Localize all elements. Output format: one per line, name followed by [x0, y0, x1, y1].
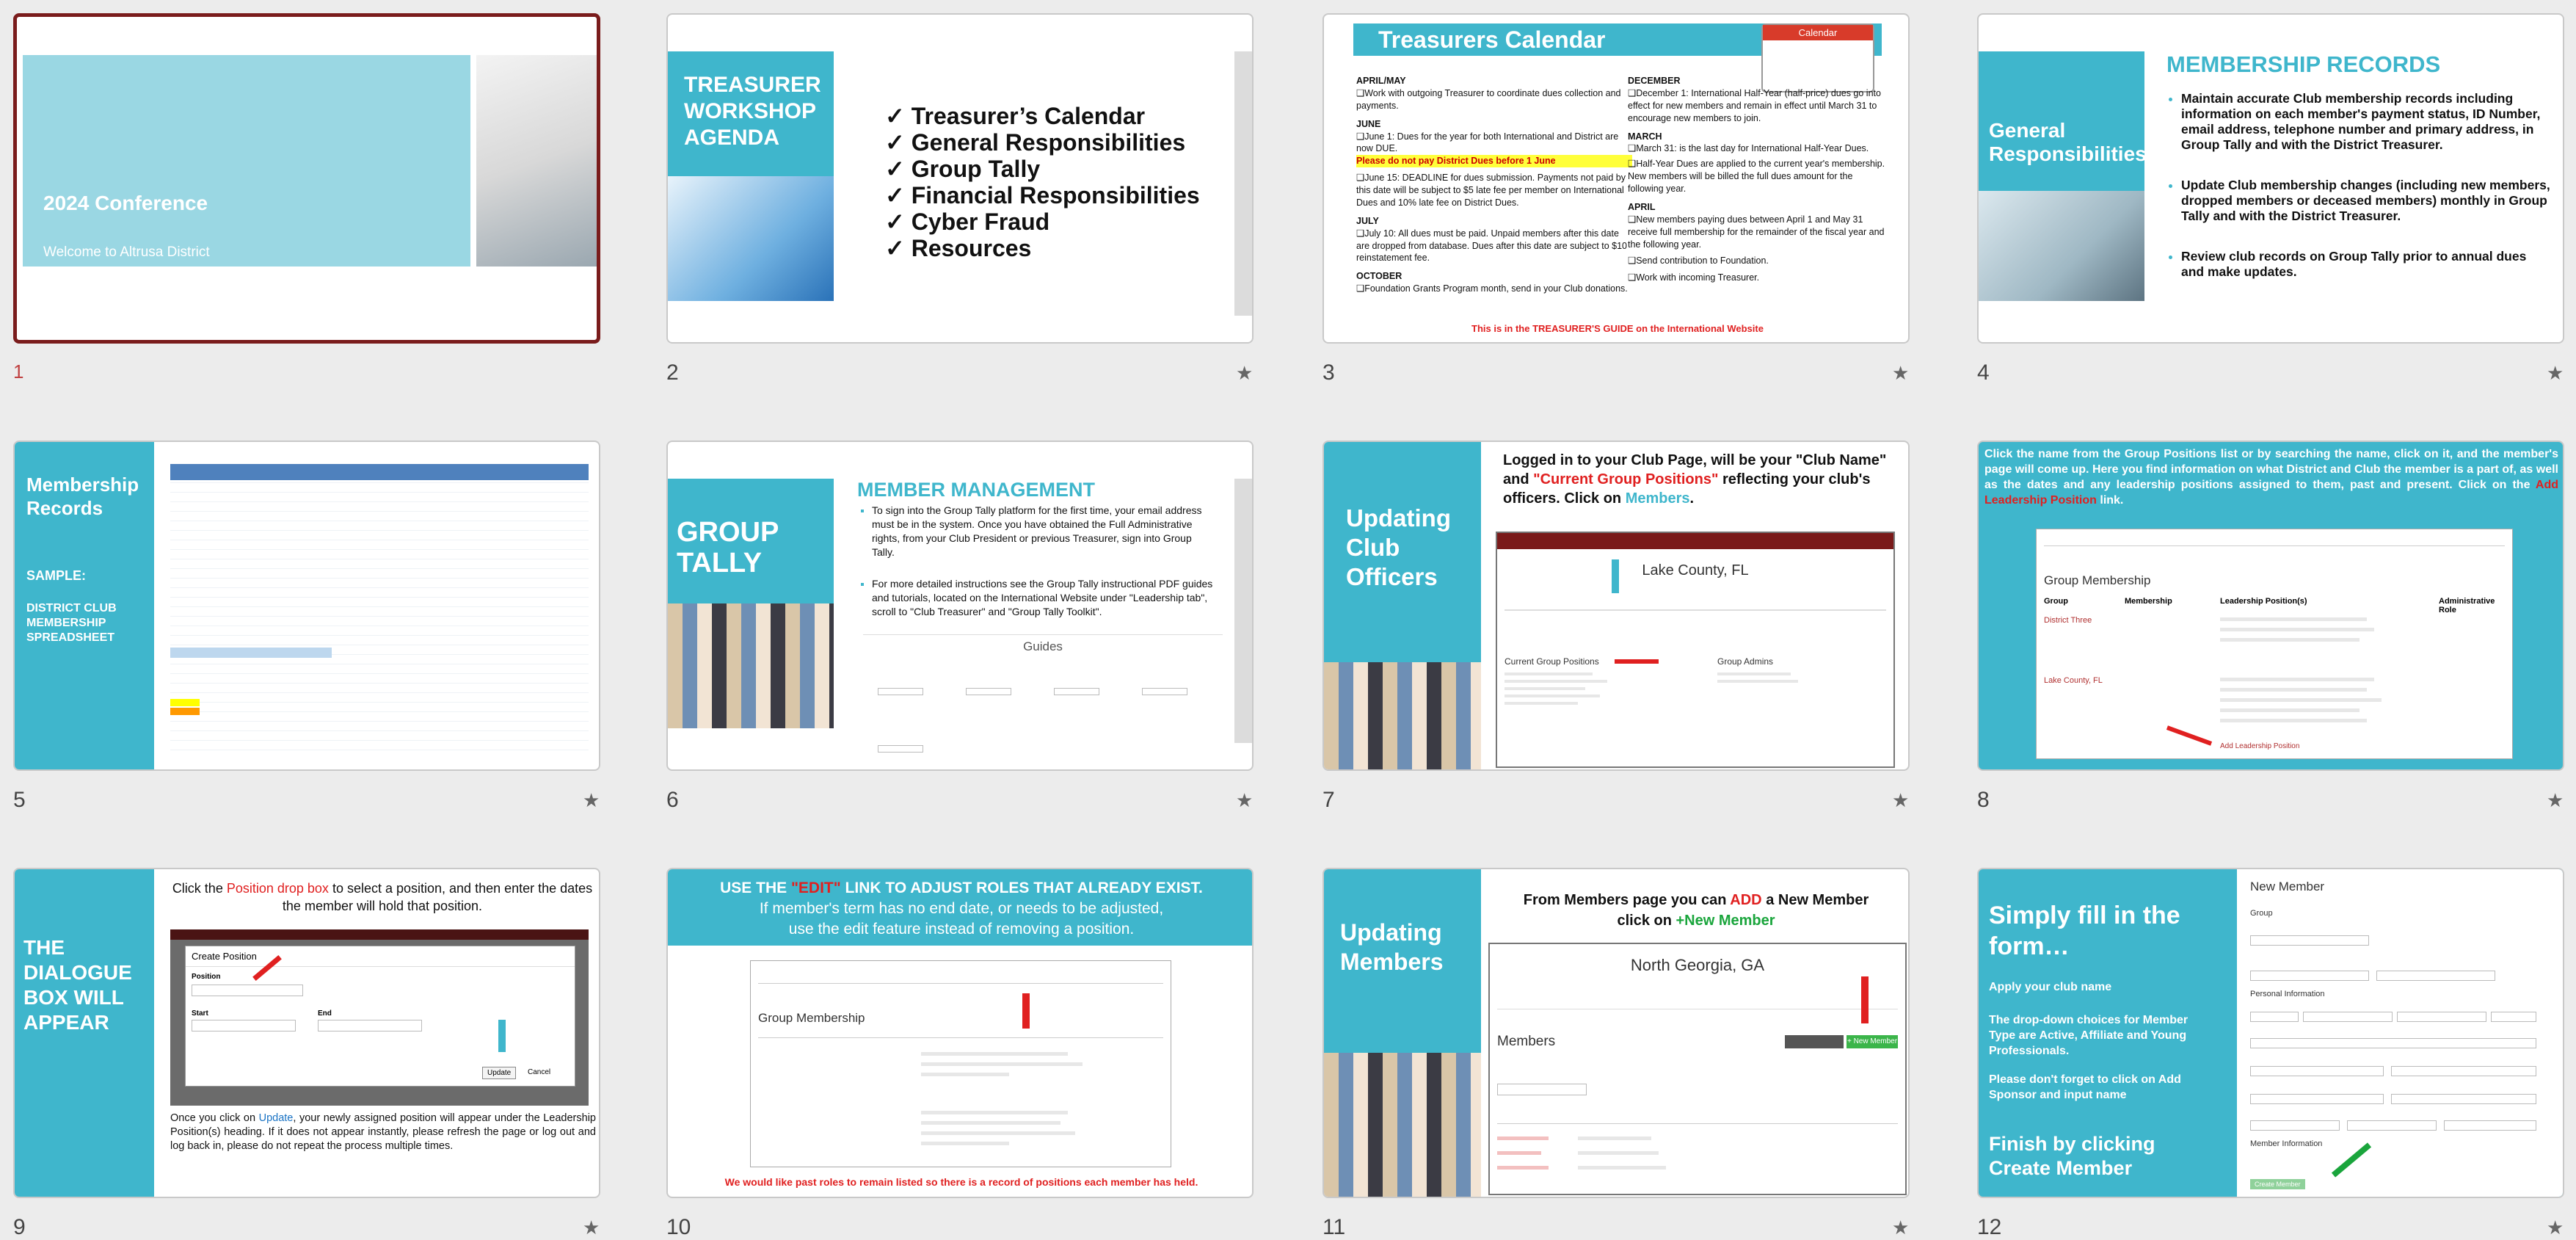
end-field-label: End: [318, 1009, 332, 1018]
slide-11-canvas: [1322, 868, 1910, 1198]
member-page-screenshot: [2036, 529, 2513, 759]
animation-star-icon: ★: [1236, 362, 1254, 384]
calendar-item: ❑Work with incoming Treasurer.: [1628, 272, 1760, 283]
calendar-footer: This is in the TREASURER'S GUIDE on the International Website: [1471, 323, 1764, 334]
slide-2-canvas: [666, 13, 1254, 344]
current-positions-heading: Current Group Positions: [1505, 656, 1599, 667]
group-membership-heading: Group Membership: [758, 1011, 865, 1025]
calendar-item: ❑July 10: All dues must be paid. Unpaid members after this date are dropped from database. Dues after this date are subject to $10 reinstatement fee.: [1356, 228, 1627, 264]
animation-star-icon: ★: [1236, 789, 1254, 811]
position-field-label: Position: [192, 973, 221, 981]
side-title-band: [668, 479, 834, 603]
dialog-instructions: [170, 880, 594, 915]
agenda-list: [885, 103, 1200, 261]
group-photo: [1324, 662, 1481, 771]
group-membership-heading: Group Membership: [2044, 573, 2151, 587]
start-field-label: Start: [192, 1009, 208, 1018]
instruction-text: click on: [1617, 913, 1676, 929]
instruction-text: link.: [2096, 494, 2124, 507]
postal-code-input[interactable]: [2347, 1120, 2437, 1131]
slide-3-canvas: [1322, 13, 1910, 344]
slide-number-6: 6: [666, 788, 679, 812]
row-group-district[interactable]: District Three: [2044, 616, 2092, 625]
instruction-text: Click the: [172, 881, 227, 896]
animation-star-icon: ★: [1892, 1217, 1910, 1239]
edit-heading-line-1: [668, 878, 1254, 899]
last-name-input[interactable]: [2397, 1012, 2486, 1022]
calendar-left-column: [1356, 75, 1632, 295]
personal-info-label: Personal Information: [2250, 990, 2325, 998]
update-link-text: Update: [258, 1112, 294, 1124]
instruction-member-type: The drop-down choices for Member Type are Active, Affiliate and Young Professionals.: [1989, 1014, 2188, 1057]
welcome-label: Welcome to Altrusa District: [43, 244, 210, 260]
conference-label: 2024 Conference: [43, 192, 208, 214]
instruction-text: Click the name from the Group Positions list or by searching the name, click on it, and the member's page will come up. Here you find information on what District and Club the member is a part of, as well as the dates and any leadership positions assigned to them, past and present. Click on the: [1984, 448, 2558, 491]
slide-1-canvas: [13, 13, 600, 344]
edit-heading-line-3: use the edit feature instead of removing a position.: [788, 921, 1135, 938]
slide-8-canvas: [1977, 440, 2564, 771]
title-band: [23, 55, 470, 267]
slide-5-canvas: [13, 440, 600, 771]
slide-6-canvas: [666, 440, 1254, 771]
slide-number-11: 11: [1322, 1215, 1346, 1239]
side-scroll-strip: [1234, 51, 1254, 316]
start-date-input[interactable]: [2376, 971, 2495, 981]
instruction-text: , your newly assigned position will appear under the Leadership Position(s) heading. If it does not appear instantly, please refresh the page or log out and log back in, please do not repeat the process multiple times.: [170, 1112, 596, 1152]
month-april-may: APRIL/MAY: [1356, 76, 1406, 86]
edit-heading-band: [668, 869, 1254, 946]
position-select[interactable]: [192, 985, 303, 996]
side-title-band: [1324, 442, 1481, 662]
new-member-text: +New Member: [1676, 913, 1775, 929]
side-title-band: [15, 869, 154, 1198]
instructions-list: [857, 504, 1217, 619]
agenda-item-5: ✓ Cyber Fraud: [885, 209, 1050, 235]
highlight-note: Please do not pay District Dues before 1 June: [1356, 155, 1632, 167]
heading-text: LINK TO ADJUST ROLES THAT ALREADY EXIST.: [840, 880, 1203, 896]
side-scroll-strip: [1234, 479, 1254, 743]
preferred-name-input[interactable]: [2250, 1038, 2536, 1048]
animation-star-icon: ★: [1892, 789, 1910, 811]
bar-chart-photo: [668, 176, 834, 301]
animation-star-icon: ★: [2547, 1217, 2564, 1239]
instruction-text: to select a position, and then enter the dates the member will hold that position.: [282, 881, 593, 913]
agenda-item-2: ✓ General Responsibilities: [885, 129, 1186, 156]
member-type-select[interactable]: [2250, 971, 2369, 981]
slide-number-1: 1: [13, 360, 24, 382]
side-title-band: [15, 442, 154, 771]
club-page-screenshot: [1496, 532, 1895, 768]
instruction-text: .: [1689, 490, 1695, 507]
members-page-screenshot: [1488, 943, 1907, 1195]
office-woman-photo: [476, 55, 598, 267]
address-input[interactable]: [2250, 1094, 2384, 1104]
phone-input[interactable]: [2391, 1066, 2536, 1076]
agenda-title-band: [668, 51, 834, 176]
state-input[interactable]: [2250, 1120, 2340, 1131]
month-october: OCTOBER: [1356, 271, 1402, 282]
slide-number-4: 4: [1977, 360, 1990, 385]
animation-star-icon: ★: [583, 1217, 600, 1239]
calendar-item: ❑March 31: is the last day for International Half-Year Dues.: [1628, 143, 1869, 154]
slide-number-12: 12: [1977, 1215, 2002, 1239]
month-july: JULY: [1356, 215, 1379, 226]
row-group-club[interactable]: Lake County, FL: [2044, 676, 2103, 685]
animation-star-icon: ★: [2547, 789, 2564, 811]
agenda-item-1: ✓ Treasurer’s Calendar: [885, 103, 1146, 129]
side-title: GROUP TALLY: [677, 517, 779, 579]
calendar-item: ❑Send contribution to Foundation.: [1628, 255, 1769, 267]
slide-7-canvas: [1322, 440, 1910, 771]
add-member-instructions: [1481, 890, 1910, 931]
sample-label: SAMPLE:: [26, 568, 86, 583]
finish-instruction: Finish by clicking Create Member: [1989, 1133, 2155, 1179]
side-title: Membership Records: [26, 474, 139, 519]
slide-number-9: 9: [13, 1215, 26, 1239]
club-page-instructions: [1503, 451, 1892, 508]
instruction-text: reflecting your club's officers. Click on: [1503, 471, 1871, 507]
members-heading: Members: [1497, 1034, 1556, 1049]
instruction-club-name: Apply your club name: [1989, 981, 2112, 993]
down-arrow-icon: [1612, 559, 1619, 593]
calendar-item: ❑Work with outgoing Treasurer to coordinate dues collection and payments.: [1356, 87, 1621, 111]
country-input[interactable]: [2444, 1120, 2536, 1131]
left-arrow-icon: [1615, 659, 1659, 664]
sample-description: DISTRICT CLUB MEMBERSHIP SPREADSHEET: [26, 602, 117, 644]
city-input[interactable]: [2391, 1094, 2536, 1104]
animation-star-icon: ★: [2547, 362, 2564, 384]
calendar-icon-label: Calendar: [1763, 25, 1873, 40]
first-name-input[interactable]: [2303, 1012, 2393, 1022]
calendar-item: ❑New members paying dues between April 1 and May 31 receive full membership for the remainder of the fiscal year and the following year.: [1628, 214, 1885, 250]
instruction-text: Logged in to your Club Page, will be your "Club Name" and: [1503, 452, 1887, 487]
group-photo: [1324, 1053, 1481, 1198]
club-name: North Georgia, GA: [1630, 956, 1765, 974]
search-input[interactable]: [1497, 1084, 1587, 1095]
edit-link-text: "EDIT": [790, 880, 841, 896]
col-group: Group: [2044, 597, 2068, 606]
calendar-item: ❑December 1: International Half-Year (half-price) dues go into effect for new members and remain in effect until March 31 to encourage new members to join.: [1628, 87, 1881, 123]
col-leadership: Leadership Position(s): [2220, 597, 2307, 606]
animation-star-icon: ★: [1892, 362, 1910, 384]
instruction-text: a New Member: [1761, 892, 1869, 908]
slide-10-canvas: [666, 868, 1254, 1198]
side-title: Updating Club Officers: [1346, 504, 1451, 590]
slide-number-7: 7: [1322, 788, 1335, 812]
calendar-title: Treasurers Calendar: [1353, 23, 1882, 56]
agenda-title-line-1: TREASURER: [684, 73, 821, 97]
agenda-item-6: ✓ Resources: [885, 235, 1032, 261]
download-members-button[interactable]: [1785, 1035, 1844, 1048]
edit-heading-line-2: If member's term has no end date, or needs to be adjusted,: [759, 900, 1164, 917]
bullet-text: Update Club membership changes (including new members, dropped members or deceased members) monthly in Group Tally and with the District Treasurer.: [2181, 178, 2550, 223]
position-drop-box-text: Position drop box: [226, 881, 329, 896]
workshop-title: TREASURERS WORKSHOP: [43, 264, 353, 290]
heading-text: USE THE: [720, 880, 791, 896]
group-admins-heading: Group Admins: [1717, 656, 1774, 667]
agenda-title-line-3: AGENDA: [684, 126, 780, 150]
new-member-button[interactable]: + New Member: [1847, 1035, 1898, 1048]
bullet-text: Review club records on Group Tally prior to annual dues and make updates.: [2181, 249, 2527, 279]
bullet-text: For more detailed instructions see the Group Tally instructional PDF guides and tutorials, located on the International Website under "Leadership tab", scroll to "Club Treasurer" and "Group Tally Toolkit".: [872, 578, 1213, 617]
calendar-item: ❑Foundation Grants Program month, send in your Club donations.: [1356, 283, 1628, 294]
month-march: MARCH: [1628, 131, 1662, 142]
instruction-text: Once you click on: [170, 1112, 259, 1124]
slide-number-2: 2: [666, 360, 679, 385]
slide-9-canvas: [13, 868, 600, 1198]
col-admin-role: Administrative Role: [2439, 597, 2495, 614]
group-photo: [668, 603, 834, 728]
end-date-input[interactable]: [318, 1020, 422, 1031]
member-info-label: Member Information: [2250, 1139, 2323, 1148]
side-title-band: [1324, 869, 1481, 1053]
red-arrow-icon: [2166, 725, 2212, 746]
member-page-instructions: [1984, 446, 2558, 508]
cancel-button[interactable]: Cancel: [528, 1068, 551, 1076]
side-title-band: [1979, 51, 2147, 191]
glasses-photo: [1979, 191, 2144, 301]
responsibilities-list: [2166, 91, 2551, 280]
month-december: DECEMBER: [1628, 76, 1681, 86]
new-member-form-screenshot: [2237, 869, 2564, 1198]
blue-arrow-icon: [498, 1020, 506, 1052]
past-roles-footer: We would like past roles to remain listed so there is a record of positions each member has held.: [724, 1176, 1198, 1188]
suffix-input[interactable]: [2491, 1012, 2536, 1022]
calendar-item: ❑Half-Year Dues are applied to the current year's membership. New members will be billed the full dues amount for the following year.: [1628, 159, 1885, 194]
club-name: Lake County, FL: [1642, 562, 1749, 579]
prefix-input[interactable]: [2250, 1012, 2299, 1022]
slide-4-canvas: [1977, 13, 2564, 344]
start-date-input[interactable]: [192, 1020, 296, 1031]
bullet-text: Maintain accurate Club membership records including information on each member's payment status, ID Number, email address, telephone number and primary address, in Group Tally and with the District Treasurer.: [2181, 91, 2541, 152]
slide-12-canvas: [1977, 868, 2564, 1198]
create-position-dialog: [185, 946, 575, 1087]
agenda-item-3: ✓ Group Tally: [885, 156, 1041, 182]
update-instructions: [170, 1112, 596, 1153]
side-title: General Responsibilities: [1989, 119, 2147, 165]
spreadsheet-image: [170, 464, 589, 758]
update-button[interactable]: Update: [482, 1067, 516, 1079]
red-arrow-icon: [1861, 976, 1869, 1023]
member-management-title: MEMBER MANAGEMENT: [857, 479, 1095, 501]
fill-form-title: Simply fill in the form…: [1989, 902, 2180, 960]
agenda-title-line-2: WORKSHOP: [684, 99, 816, 123]
red-arrow-icon: [1022, 993, 1030, 1029]
calendar-item: ❑June 1: Dues for the year for both International and District are now DUE.: [1356, 131, 1619, 154]
create-member-button[interactable]: Create Member: [2250, 1179, 2305, 1189]
group-section-label: Group: [2250, 909, 2273, 918]
email-input[interactable]: [2250, 1066, 2384, 1076]
slide-number-5: 5: [13, 788, 26, 812]
guides-title: Guides: [1023, 639, 1063, 653]
members-link-text: Members: [1625, 490, 1690, 507]
add-leadership-position-link[interactable]: Add Leadership Position: [2220, 742, 2300, 750]
add-leadership-link-text: Add Leadership Position: [1984, 479, 2558, 507]
agenda-item-4: ✓ Financial Responsibilities: [885, 182, 1200, 209]
instruction-sponsor: Please don't forget to click on Add Sponsor and input name: [1989, 1073, 2181, 1101]
slide-number-3: 3: [1322, 360, 1335, 385]
bullet-text: To sign into the Group Tally platform for the first time, your email address must be in the system. Once you have obtained the Full Administrative rights, from your Club President or previous Treasurer, sign into Group Tally.: [872, 504, 1202, 558]
slide-number-10: 10: [666, 1215, 691, 1239]
instruction-highlight: "Current Group Positions": [1533, 471, 1719, 487]
side-title: THE DIALOGUE BOX WILL APPEAR: [23, 936, 132, 1034]
month-april: APRIL: [1628, 201, 1656, 212]
calendar-item: ❑June 15: DEADLINE for dues submission. Payments not paid by this date will be subject to $5 late fee per member on International Dues and 10% late fee on District Dues.: [1356, 173, 1626, 208]
animation-star-icon: ★: [583, 789, 600, 811]
guides-screenshot: [863, 634, 1223, 767]
dialog-title: Create Position: [186, 946, 575, 967]
instruction-text: From Members page you can: [1523, 892, 1731, 908]
col-membership: Membership: [2125, 597, 2172, 606]
month-june: JUNE: [1356, 118, 1381, 129]
side-title: Updating Members: [1340, 919, 1444, 975]
calendar-right-column: [1628, 75, 1889, 284]
form-title: New Member: [2250, 880, 2325, 893]
slide-number-8: 8: [1977, 788, 1990, 812]
group-membership-screenshot: [750, 960, 1171, 1167]
dialog-screenshot: [170, 929, 589, 1106]
form-instructions: [1989, 979, 2202, 1103]
club-select[interactable]: [2250, 935, 2369, 946]
green-arrow-icon: [2332, 1142, 2371, 1177]
add-text: ADD: [1730, 892, 1762, 908]
membership-records-title: MEMBERSHIP RECORDS: [2166, 51, 2441, 77]
